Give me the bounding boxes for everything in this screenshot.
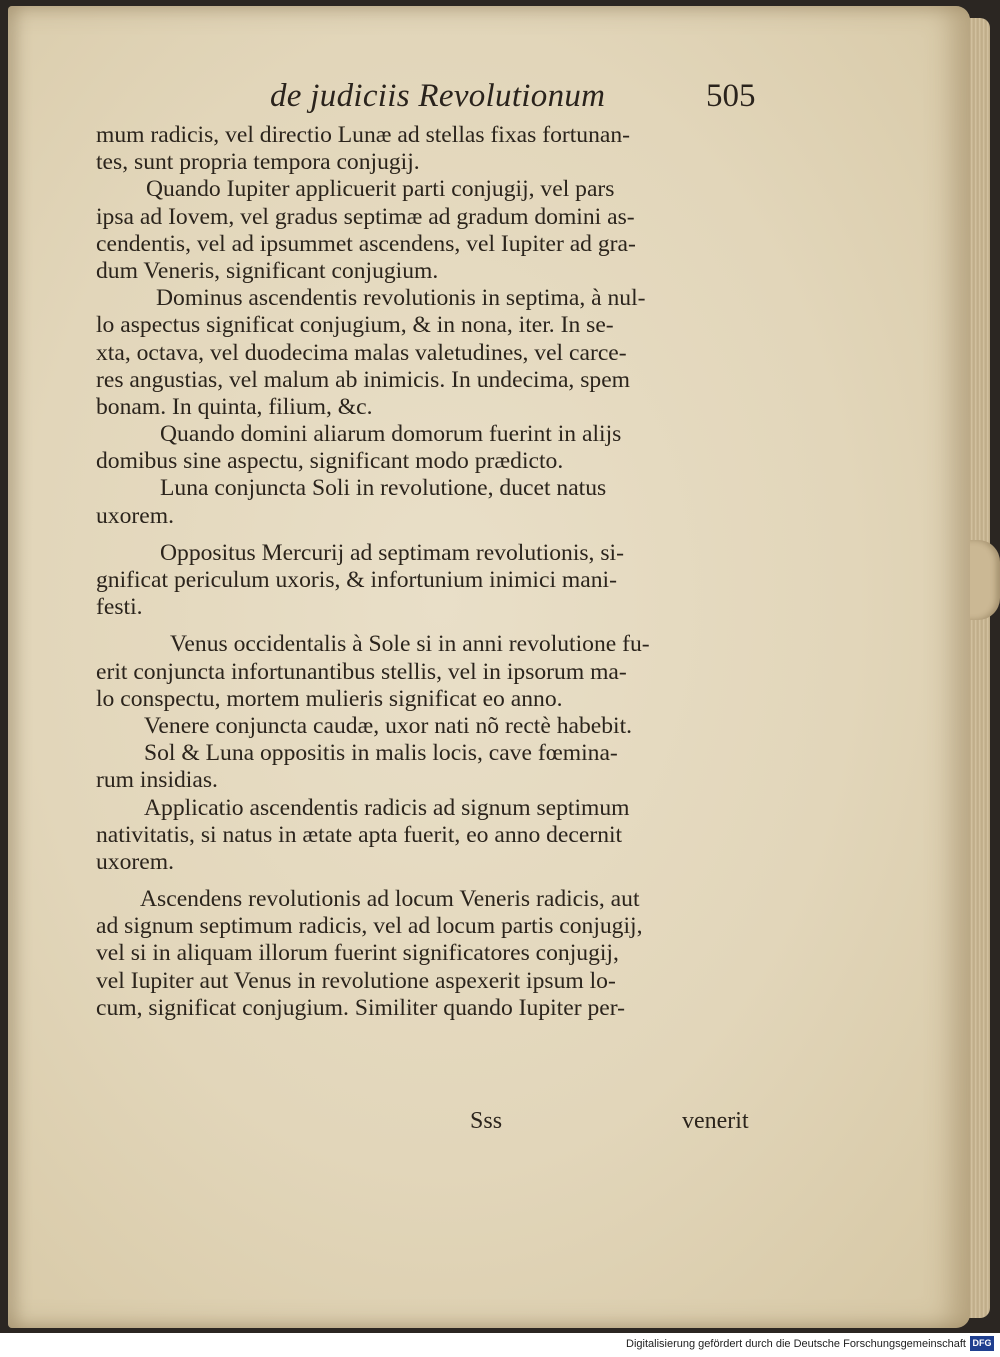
text-line: vel si in aliquam illorum fuerint significatores conjugij, [96, 940, 619, 967]
text-line: tes, sunt propria tempora conjugij. [96, 149, 420, 176]
text-line: ad signum septimum radicis, vel ad locum partis conjugij, [96, 913, 643, 940]
page-header [270, 78, 770, 122]
text-line: mum radicis, vel directio Lunæ ad stellas fixas fortunan- [96, 122, 630, 148]
page-number: 505 [706, 78, 756, 114]
text-line: xta, octava, vel duodecima malas valetudines, vel carce- [96, 339, 627, 366]
text-line: lo aspectus significat conjugium, & in nona, iter. In se- [96, 312, 614, 339]
text-line: Ascendens revolutionis ad locum Veneris radicis, aut [140, 886, 640, 913]
dfg-logo-icon: DFG [970, 1336, 994, 1351]
text-line: erit conjuncta infortunantibus stellis, vel in ipsorum ma- [96, 658, 627, 685]
text-line: Dominus ascendentis revolutionis in septima, à nul- [156, 285, 646, 312]
paragraph-gap [96, 621, 766, 631]
text-line: gnificat periculum uxoris, & infortunium inimici mani- [96, 567, 617, 593]
text-line: rum insidias. [96, 767, 218, 794]
text-line: Quando domini aliarum domorum fuerint in alijs [160, 421, 622, 448]
funding-credit: Digitalisierung gefördert durch die Deutsche Forschungsgemeinschaft [626, 1338, 966, 1350]
running-title: de judiciis Revolutionum [270, 78, 606, 114]
footer-bar [0, 1333, 1000, 1357]
text-line: res angustias, vel malum ab inimicis. In undecima, spem [96, 366, 631, 393]
text-line: Venere conjuncta caudæ, uxor nati nõ rectè habebit. [144, 712, 633, 739]
text-line: uxorem. [96, 848, 174, 875]
text-line: Applicatio ascendentis radicis ad signum septimum [144, 794, 630, 821]
text-line: uxorem. [96, 502, 174, 529]
text-line: Sol & Luna oppositis in malis locis, cave fœmina- [144, 740, 618, 767]
text-line: dum Veneris, significant conjugium. [96, 257, 439, 284]
text-line: Oppositus Mercurij ad septimam revolutionis, si- [160, 539, 624, 566]
text-line: ipsa ad Iovem, vel gradus septimæ ad gradum domini as- [96, 203, 635, 230]
text-line: cendentis, vel ad ipsummet ascendens, vel Iupiter ad gra- [96, 230, 636, 257]
signature-mark: Sss [470, 1108, 503, 1134]
text-line: Quando Iupiter applicuerit parti conjugij, vel pars [146, 176, 615, 203]
text-line: cum, significat conjugium. Similiter quando Iupiter per- [96, 994, 625, 1021]
paragraph-gap [96, 876, 766, 886]
text-line: lo conspectu, mortem mulieris significat eo anno. [96, 685, 563, 712]
paragraph-gap [96, 530, 766, 540]
text-line: Luna conjuncta Soli in revolutione, ducet natus [160, 475, 607, 502]
catchword: venerit [682, 1108, 749, 1134]
text-line: vel Iupiter aut Venus in revolutione aspexerit ipsum lo- [96, 967, 616, 994]
text-line: festi. [96, 594, 143, 621]
text-line: domibus sine aspectu, significant modo prædicto. [96, 448, 564, 475]
body-text [96, 122, 766, 1022]
text-line: Venus occidentalis à Sole si in anni revolutione fu- [170, 631, 650, 658]
text-line: nativitatis, si natus in ætate apta fuerit, eo anno decernit [96, 821, 623, 848]
text-line: bonam. In quinta, filium, &c. [96, 393, 373, 420]
